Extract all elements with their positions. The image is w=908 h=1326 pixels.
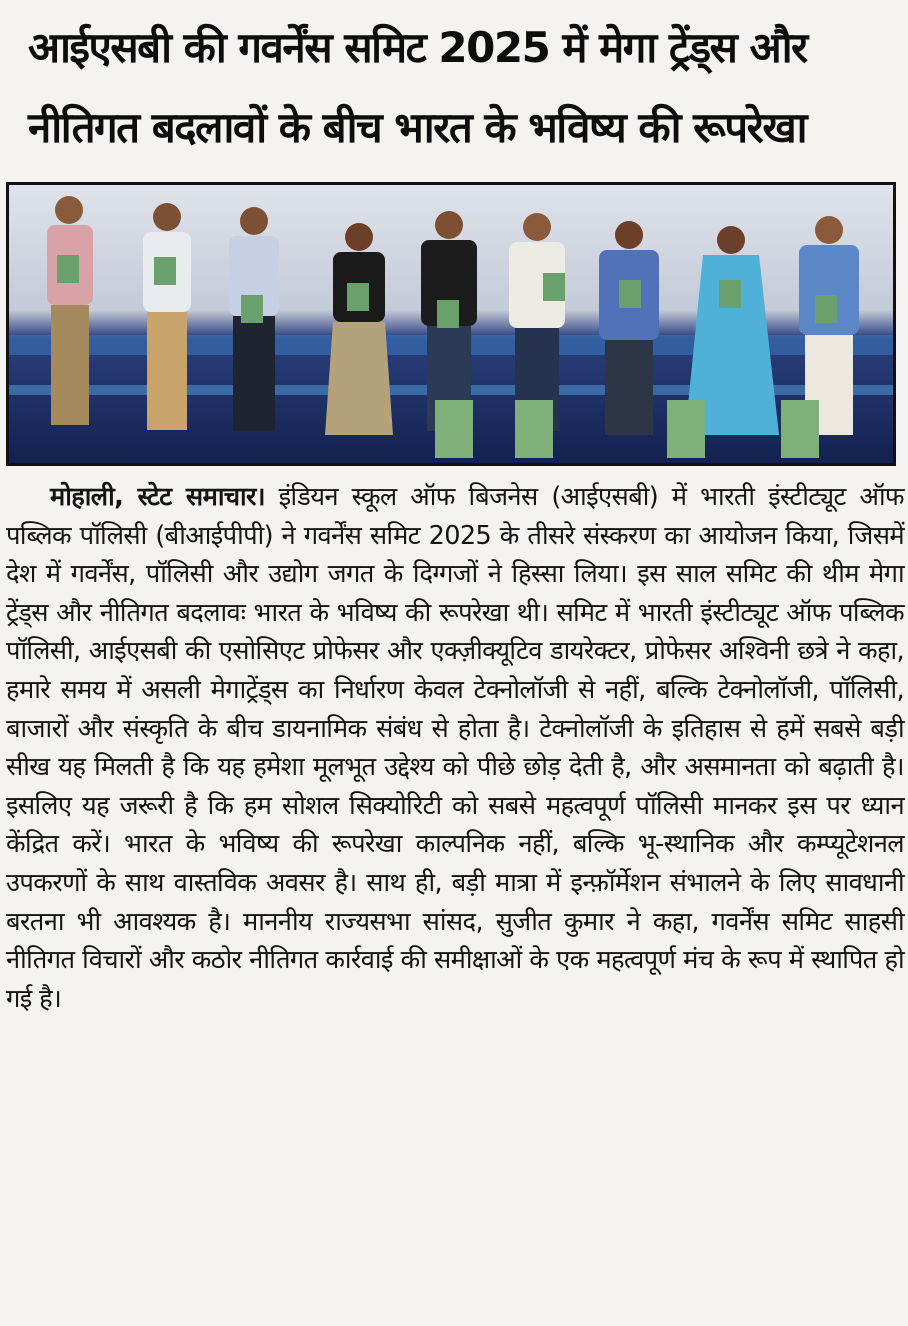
article-body: [6, 478, 904, 1018]
article-paragraph: इंडियन स्कूल ऑफ बिजनेस (आईएसबी) में भारती इंस्टीट्यूट ऑफ पब्लिक पॉलिसी (बीआईपीपी) ने गवर्नेंस समिट 2025 के तीसरे संस्करण का आयोजन किया, जिसमें देश में गवर्नेंस, पॉलिसी और उद्योग जगत के दिग्गजों ने हिस्सा लिया। इस साल समिट की थीम मेगा ट्रेंड्स और नीतिगत बदलावः भारत के भविष्य की रूपरेखा थी। समिट में भारती इंस्टीट्यूट ऑफ पब्लिक पॉलिसी, आईएसबी की एसोसिएट प्रोफेसर और एक्ज़ीक्यूटिव डायरेक्टर, प्रोफेसर अश्विनी छत्रे ने कहा, हमारे समय में असली मेगाट्रेंड्स का निर्धारण केवल टेक्नोलॉजी से नहीं, बल्कि टेक्नोलॉजी, पॉलिसी, बाजारों और संस्कृति के बीच डायनामिक संबंध से होता है। टेक्नोलॉजी के इतिहास से हमें सबसे बड़ी सीख यह मिलती है कि यह हमेशा मूलभूत उद्देश्य को पीछे छोड़ देती है, और असमानता को बढ़ाती है। इसलिए यह जरूरी है कि हम सोशल सिक्योरिटी को सबसे महत्वपूर्ण पॉलिसी मानकर इस पर ध्यान केंद्रित करें। भारत के भविष्य की रूपरेखा काल्पनिक नहीं, बल्कि भू-स्थानिक और कम्प्यूटेशनल उपकरणों के साथ वास्तविक अवसर है। साथ ही, बड़ी मात्रा में इन्फ़ॉर्मेशन संभालने के लिए सावधानी बरतना भी आवश्यक है। माननीय राज्यसभा सांसद, सुजीत कुमार ने कहा, गवर्नेंस समिट साहसी नीतिगत विचारों और कठोर नीतिगत कार्रवाई की समीक्षाओं के एक महत्वपूर्ण मंच के रूप में स्थापित हो गई है।: [6, 482, 904, 1014]
headline: आईएसबी की गवर्नेंस समिट 2025 में मेगा ट्रेंड्स और नीतिगत बदलावों के बीच भारत के भविष्य की रूपरेखा: [28, 23, 807, 152]
dateline: मोहाली, स्टेट समाचार।: [50, 482, 265, 512]
event-photo-icon: [9, 185, 893, 463]
event-photo: [6, 182, 896, 466]
